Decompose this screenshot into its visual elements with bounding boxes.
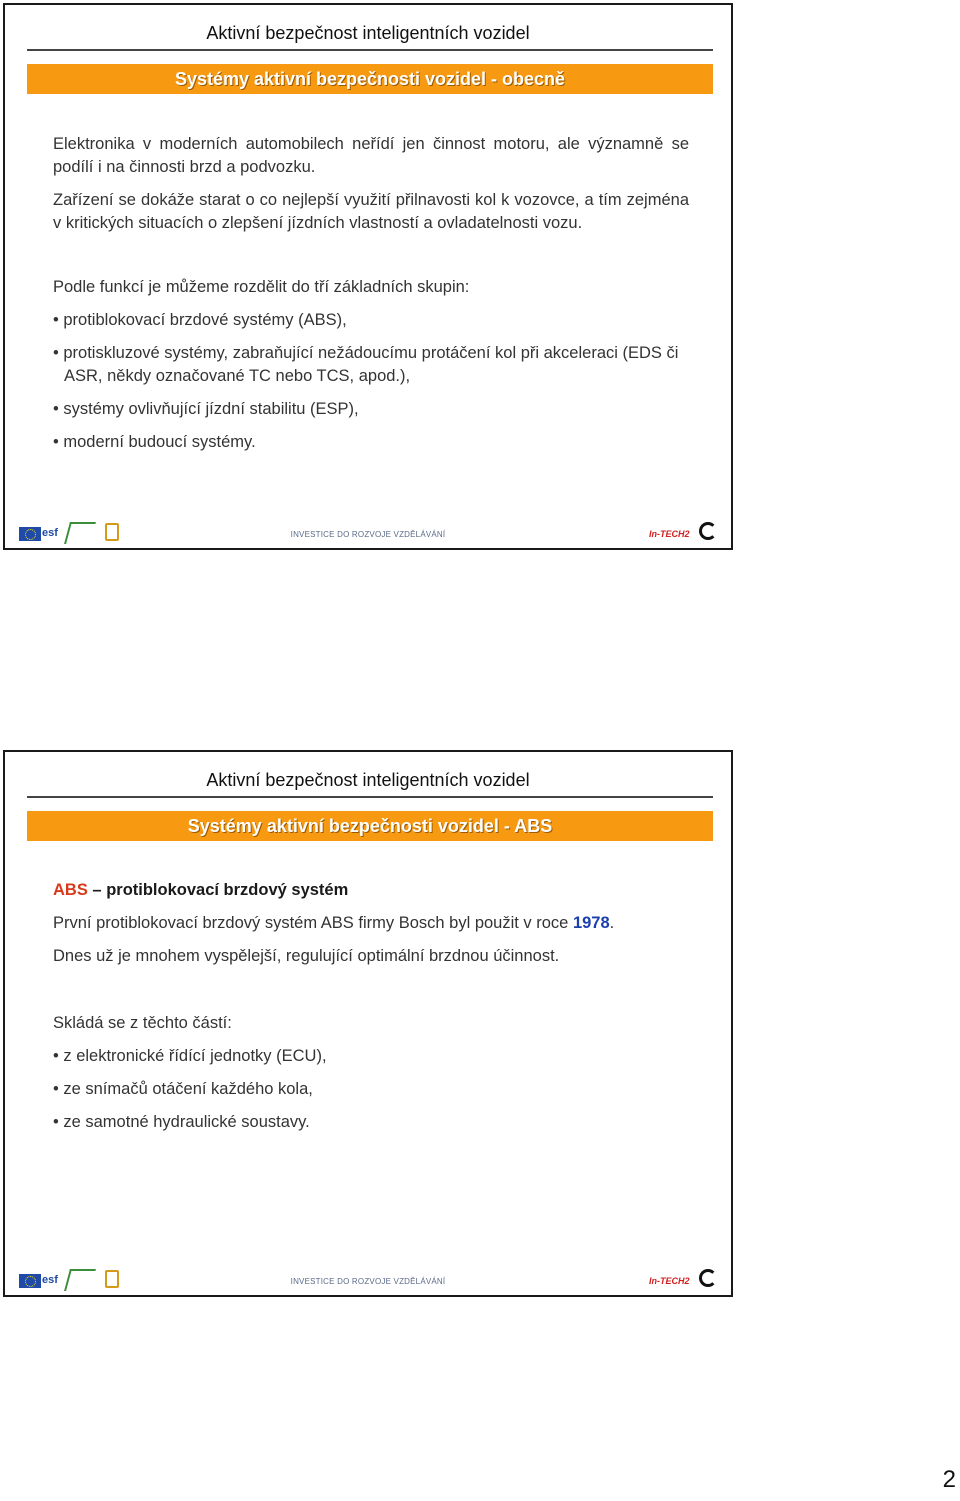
paragraph-electronics: Elektronika v moderních automobilech neřídí jen činnost motoru, ale významně se podílí i na činnosti brzd a podvozku. <box>53 135 689 176</box>
slide-footer <box>17 1269 719 1291</box>
esf-logo: esf <box>42 527 58 539</box>
list-item: • protiblokovací brzdové systémy (ABS), <box>53 309 689 332</box>
slide-heading: Systémy aktivní bezpečnosti vozidel - obecně <box>27 64 713 94</box>
abs-abbreviation: ABS <box>53 881 88 899</box>
list-item: • ze samotné hydraulické soustavy. <box>53 1111 689 1134</box>
course-title: Aktivní bezpečnost inteligentních vozidel <box>206 770 530 790</box>
title-divider <box>27 796 713 798</box>
slide-footer <box>17 522 719 544</box>
groups-intro: Podle funkcí je můžeme rozdělit do tří základních skupin: <box>53 278 470 296</box>
list-item: • systémy ovlivňující jízdní stabilitu (ESP), <box>53 398 689 421</box>
swirl-icon <box>699 1269 717 1287</box>
list-item: • z elektronické řídící jednotky (ECU), <box>53 1045 689 1068</box>
esf-logo: esf <box>42 1274 58 1286</box>
intech-wordmark: In-TECH2 <box>649 1276 690 1286</box>
intech-logo <box>649 522 719 544</box>
list-item: • ze snímačů otáčení každého kola, <box>53 1078 689 1101</box>
slide-2-body <box>53 879 689 1134</box>
history-text: První protiblokovací brzdový systém ABS firmy Bosch byl použit v roce <box>53 914 573 932</box>
course-title: Aktivní bezpečnost inteligentních vozidel <box>206 23 530 43</box>
abs-history-line <box>53 912 689 935</box>
list-item: • protiskluzové systémy, zabraňující nežádoucímu protáčení kol při akceleraci (EDS či ASR, někdy označované TC nebo TCS, apod.), <box>53 342 689 388</box>
slide-heading: Systémy aktivní bezpečnosti vozidel - ABS <box>27 811 713 841</box>
history-period: . <box>609 914 615 932</box>
year-highlight: 1978 <box>572 914 610 932</box>
slide-1 <box>3 3 733 550</box>
abs-today-line: Dnes už je mnohem vyspělejší, regulující optimální brzdnou účinnost. <box>53 947 560 965</box>
title-divider <box>27 49 713 51</box>
swirl-icon <box>699 522 717 540</box>
footer-slogan: INVESTICE DO ROZVOJE VZDĚLÁVÁNÍ <box>290 530 446 539</box>
page-number: 2 <box>942 1466 956 1493</box>
abs-subheading-text: – protiblokovací brzdový systém <box>87 881 349 899</box>
slide-1-body <box>53 133 689 454</box>
list-item: • moderní budoucí systémy. <box>53 431 689 454</box>
footer-slogan: INVESTICE DO ROZVOJE VZDĚLÁVÁNÍ <box>290 1277 446 1286</box>
intech-wordmark: In-TECH2 <box>649 529 690 539</box>
parts-intro: Skládá se z těchto částí: <box>53 1014 232 1032</box>
intech-logo <box>649 1269 719 1291</box>
paragraph-traction: Zařízení se dokáže starat o co nejlepší využití přilnavosti kol k vozovce, a tím zejména v kritických situacích o zlepšení jízdních vlastností a ovladatelnosti vozu. <box>53 191 689 232</box>
slide-2 <box>3 750 733 1297</box>
abs-subheading <box>53 879 689 902</box>
